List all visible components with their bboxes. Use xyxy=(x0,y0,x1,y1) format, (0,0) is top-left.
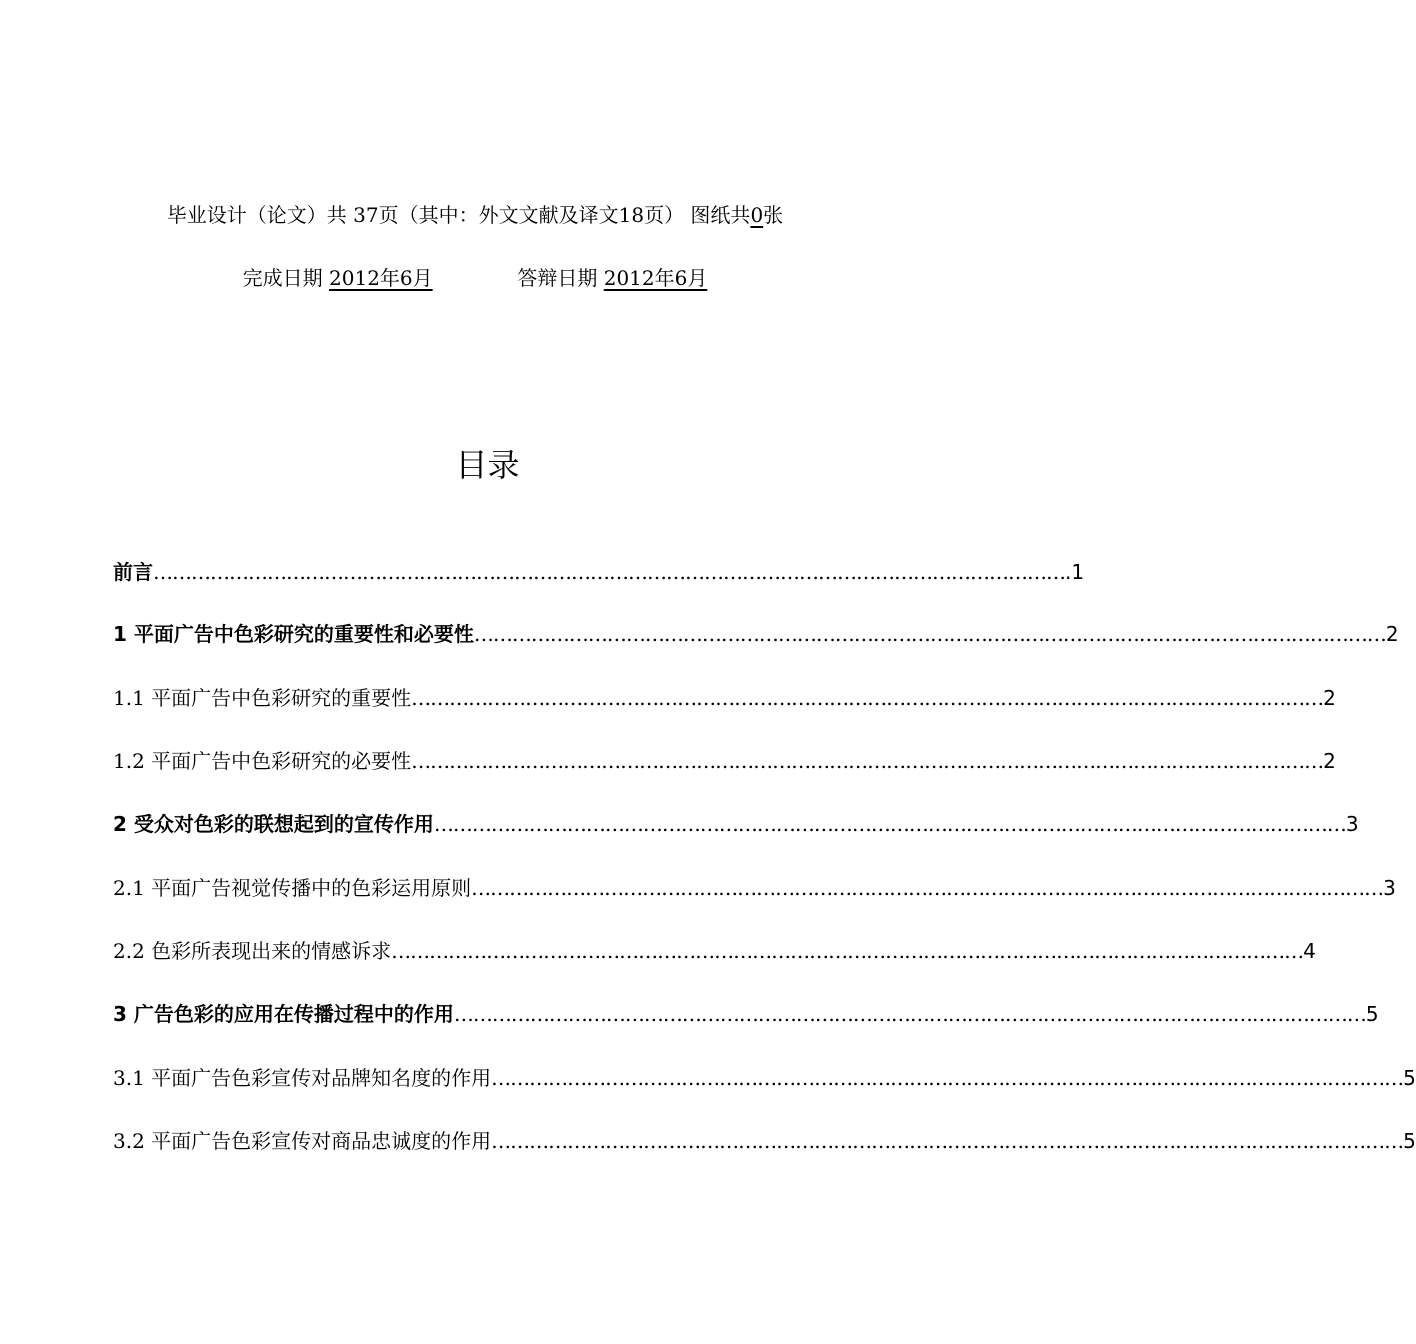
toc-entry-label: 3.2 平面广告色彩宣传对商品忠诚度的作用 xyxy=(113,1129,492,1153)
toc-entry-page: 2 xyxy=(1323,749,1336,773)
toc-entry[interactable] xyxy=(113,809,1359,839)
toc-leader-dots: ……………………………………………………………………………………………………………………………… xyxy=(471,876,1384,900)
toc-leader-dots: ……………………………………………………………………………………………………………………………… xyxy=(433,812,1346,836)
toc-entry-page: .1 xyxy=(1065,560,1085,584)
toc-leader-dots: ……………………………………………………………………………………………………………………………… xyxy=(473,622,1386,646)
toc-entry-label: 1 平面广告中色彩研究的重要性和必要性 xyxy=(113,622,474,646)
toc-entry-label: 1.1 平面广告中色彩研究的重要性 xyxy=(113,686,412,710)
toc-title: 目录 xyxy=(455,446,520,484)
thesis-summary-line xyxy=(0,201,950,229)
toc-entry-page: 2 xyxy=(1323,686,1336,710)
toc-entry-label: 1.2 平面广告中色彩研究的必要性 xyxy=(113,749,412,773)
toc-leader-dots: ……………………………………………………………………………………………………………………………… xyxy=(411,686,1324,710)
toc-entry-page: 5 xyxy=(1403,1066,1416,1090)
toc-entry[interactable] xyxy=(113,936,1316,966)
toc-leader-dots: ……………………………………………………………………………………………………………………………… xyxy=(491,1129,1404,1153)
toc-entry-page: 4 xyxy=(1303,939,1316,963)
completion-date-label: 完成日期 xyxy=(242,266,323,290)
toc-entry-page: 5 xyxy=(1365,1002,1379,1026)
defense-date-label: 答辩日期 xyxy=(517,266,598,290)
toc-entry[interactable] xyxy=(113,999,1379,1029)
completion-date-value: 2012年6月 xyxy=(329,266,433,290)
toc-leader-dots: ……………………………………………………………………………………………………………………………… xyxy=(453,1002,1366,1026)
toc-entry-label: 2.2 色彩所表现出来的情感诉求 xyxy=(113,939,392,963)
toc-leader-dots: ……………………………………………………………………………………………………………………………… xyxy=(491,1066,1404,1090)
defense-date-value: 2012年6月 xyxy=(603,266,708,290)
toc-entry[interactable] xyxy=(113,557,1085,587)
toc-entry[interactable] xyxy=(113,683,1336,713)
toc-entry-label: 2 受众对色彩的联想起到的宣传作用 xyxy=(113,812,434,836)
toc-entry-label: 3 广告色彩的应用在传播过程中的作用 xyxy=(113,1002,454,1026)
dates-line xyxy=(0,264,950,292)
toc-entry[interactable] xyxy=(113,873,1396,903)
toc-entry-page: 2 xyxy=(1385,622,1399,646)
toc-entry[interactable] xyxy=(113,619,1399,649)
toc-entry-label: 2.1 平面广告视觉传播中的色彩运用原则 xyxy=(113,876,472,900)
toc-entry-page: 3 xyxy=(1383,876,1396,900)
drawings-count: 0 xyxy=(750,203,764,227)
toc-entry-page: 5 xyxy=(1403,1129,1416,1153)
toc-entry[interactable] xyxy=(113,746,1336,776)
toc-entry[interactable] xyxy=(113,1063,1416,1093)
toc-entry[interactable] xyxy=(113,1126,1416,1156)
toc-leader-dots: ……………………………………………………………………………………………………………………………… xyxy=(153,560,1065,584)
toc-entry-page: 3 xyxy=(1345,812,1359,836)
toc-leader-dots: ……………………………………………………………………………………………………………………………… xyxy=(391,939,1304,963)
toc-entry-label: 3.1 平面广告色彩宣传对品牌知名度的作用 xyxy=(113,1066,492,1090)
summary-suffix: 张 xyxy=(763,203,784,227)
summary-text: 毕业设计（论文）共 37页（其中：外文文献及译文18页） 图纸共 xyxy=(166,203,751,227)
toc-entry-label: 前言 xyxy=(113,560,153,584)
toc-leader-dots: ……………………………………………………………………………………………………………………………… xyxy=(411,749,1324,773)
